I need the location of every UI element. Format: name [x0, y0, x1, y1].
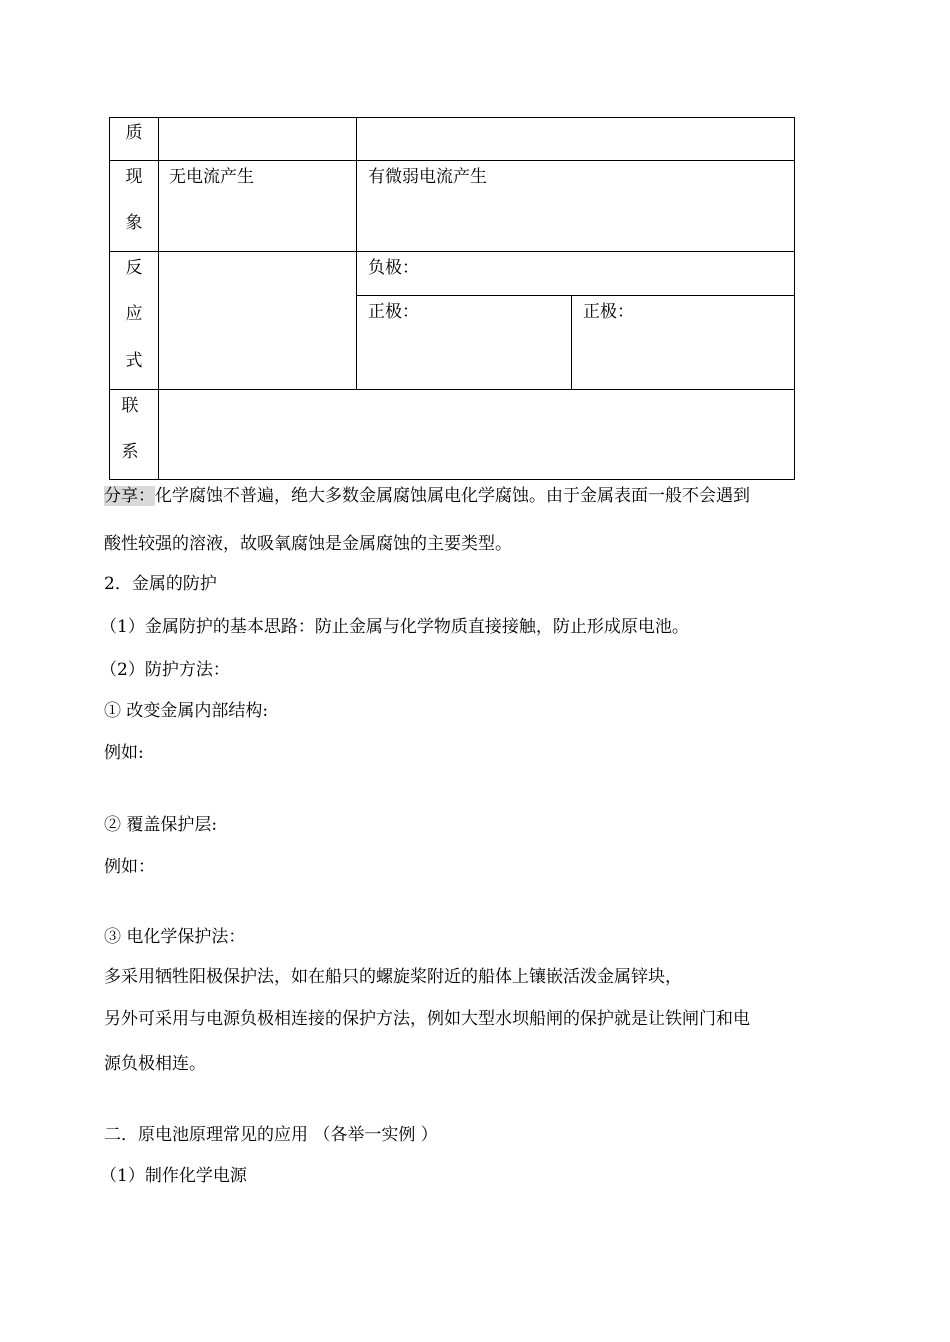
row-label-equation: 式 — [125, 351, 143, 371]
table-row-divider — [109, 251, 795, 252]
method-3-line1: 多采用牺牲阳极保护法，如在船只的螺旋桨附近的船体上镶嵌活泼金属锌块， — [104, 967, 682, 987]
method-3-line3: 源负极相连。 — [104, 1054, 206, 1074]
row-label-equation: 应 — [125, 304, 143, 324]
phenomenon-chem-corrosion: 无电流产生 — [169, 167, 254, 187]
table-border-top — [109, 117, 795, 118]
row-label-relation: 系 — [121, 442, 139, 462]
row-label-quality: 质 — [125, 123, 143, 143]
table-border-bottom — [109, 479, 795, 480]
method-1-example: 例如: — [104, 743, 144, 763]
table-col-divider — [356, 117, 357, 390]
method-2: ② 覆盖保护层: — [104, 815, 218, 835]
method-3: ③ 电化学保护法： — [104, 927, 246, 947]
method-2-example: 例如： — [104, 857, 155, 877]
method-3-line2: 另外可采用与电源负极相连接的保护方法，例如大型水坝船闸的保护就是让铁闸门和电 — [104, 1009, 750, 1029]
application-1: （1）制作化学电源 — [100, 1166, 247, 1186]
share-paragraph-line2: 酸性较强的溶液，故吸氧腐蚀是金属腐蚀的主要类型。 — [104, 534, 512, 554]
positive-electrode-label: 正极： — [583, 302, 634, 322]
share-paragraph-line1 — [104, 485, 750, 507]
row-label-phenomenon: 象 — [125, 213, 143, 233]
table-row-divider — [109, 160, 795, 161]
section-heading: 二．原电池原理常见的应用 （各举一实例 ） — [104, 1125, 438, 1145]
table-col-divider — [158, 117, 159, 480]
table-border-right — [794, 117, 795, 480]
protection-methods-heading: （2）防护方法： — [100, 660, 230, 680]
method-1: ① 改变金属内部结构: — [104, 701, 269, 721]
protection-principle: （1）金属防护的基本思路：防止金属与化学物质直接接触，防止形成原电池。 — [100, 617, 689, 637]
table-row-divider — [109, 389, 795, 390]
table-col-divider — [571, 295, 572, 390]
table-border-left — [109, 117, 110, 480]
positive-electrode-label: 正极： — [368, 302, 419, 322]
row-label-relation: 联 — [121, 396, 139, 416]
row-label-phenomenon: 现 — [125, 167, 143, 187]
section-heading: 2．金属的防护 — [104, 574, 217, 594]
share-text: 化学腐蚀不普遍，绝大多数金属腐蚀属电化学腐蚀。由于金属表面一般不会遇到 — [155, 486, 750, 506]
negative-electrode-label: 负极： — [368, 258, 419, 278]
row-label-equation: 反 — [125, 258, 143, 278]
phenomenon-electrochem-corrosion: 有微弱电流产生 — [368, 167, 487, 187]
table-row-divider — [357, 295, 795, 296]
share-label: 分享： — [104, 486, 155, 506]
